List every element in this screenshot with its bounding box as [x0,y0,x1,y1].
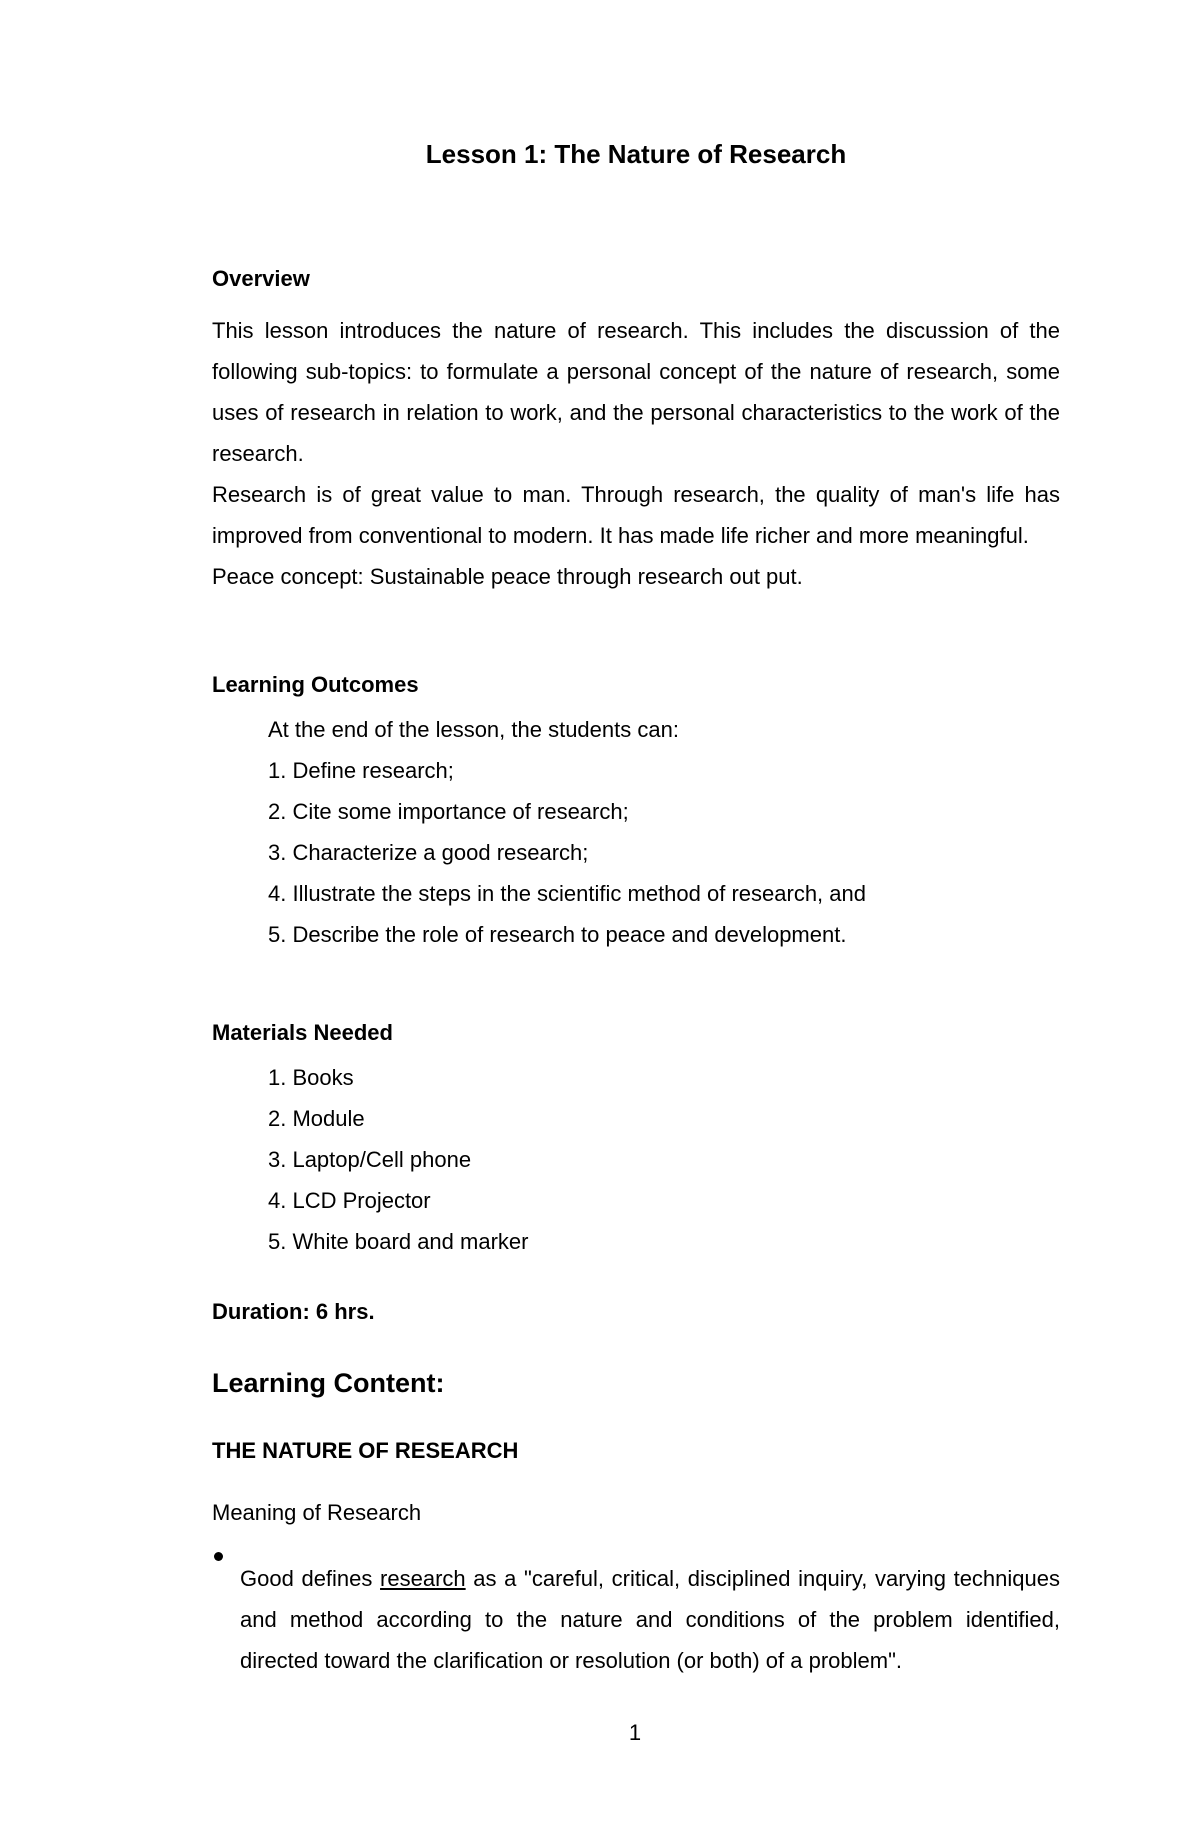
list-item: 1. Define research; [268,758,454,783]
definition-pre: Good defines [240,1566,381,1591]
list-item: 4. Illustrate the steps in the scientific method of research, and [268,881,866,906]
list-item: 5. White board and marker [268,1229,529,1254]
overview-paragraph: This lesson introduces the nature of research. This includes the discussion of the following sub-topics: to formulate a personal concept of the nature of research, some uses of research in relation to work, and the personal characteristics to the work of the research. [212,318,1060,466]
list-item: 3. Laptop/Cell phone [268,1147,472,1172]
overview-body [212,310,1060,597]
list-item: 1. Books [268,1065,354,1090]
overview-paragraph: Research is of great value to man. Through research, the quality of man's life has improved from conventional to modern. It has made life richer and more meaningful. [212,482,1060,548]
learning-outcomes-heading: Learning Outcomes [212,672,419,697]
bullet-icon [214,1552,223,1561]
duration: Duration: 6 hrs. [212,1299,375,1324]
materials-heading: Materials Needed [212,1020,393,1045]
list-item: 2. Module [268,1106,365,1131]
peace-concept: Peace concept: Sustainable peace through research out put. [212,564,803,589]
materials-list [268,1057,528,1262]
list-item: 3. Characterize a good research; [268,840,589,865]
definition-text [240,1558,1060,1681]
definition-post: as a "careful, critical, disciplined inquiry, varying techniques and method according to the nature and conditions of the problem identified, directed toward the clarification or resolution (or both) of a problem". [240,1566,1060,1673]
list-item: 4. LCD Projector [268,1188,431,1213]
page-number: 1 [628,1720,642,1745]
list-item: 2. Cite some importance of research; [268,799,629,824]
overview-heading: Overview [212,266,310,291]
section-title: THE NATURE OF RESEARCH [212,1438,519,1463]
lesson-title: Lesson 1: The Nature of Research [425,139,847,169]
list-item: 5. Describe the role of research to peace and development. [268,922,847,947]
learning-content-heading: Learning Content: [212,1368,445,1398]
learning-outcomes-list [268,709,866,955]
definition-bullet [212,1536,1060,1703]
research-term: research [380,1566,466,1591]
meaning-subheading: Meaning of Research [212,1500,422,1525]
learning-outcomes-lead: At the end of the lesson, the students can: [268,717,679,742]
